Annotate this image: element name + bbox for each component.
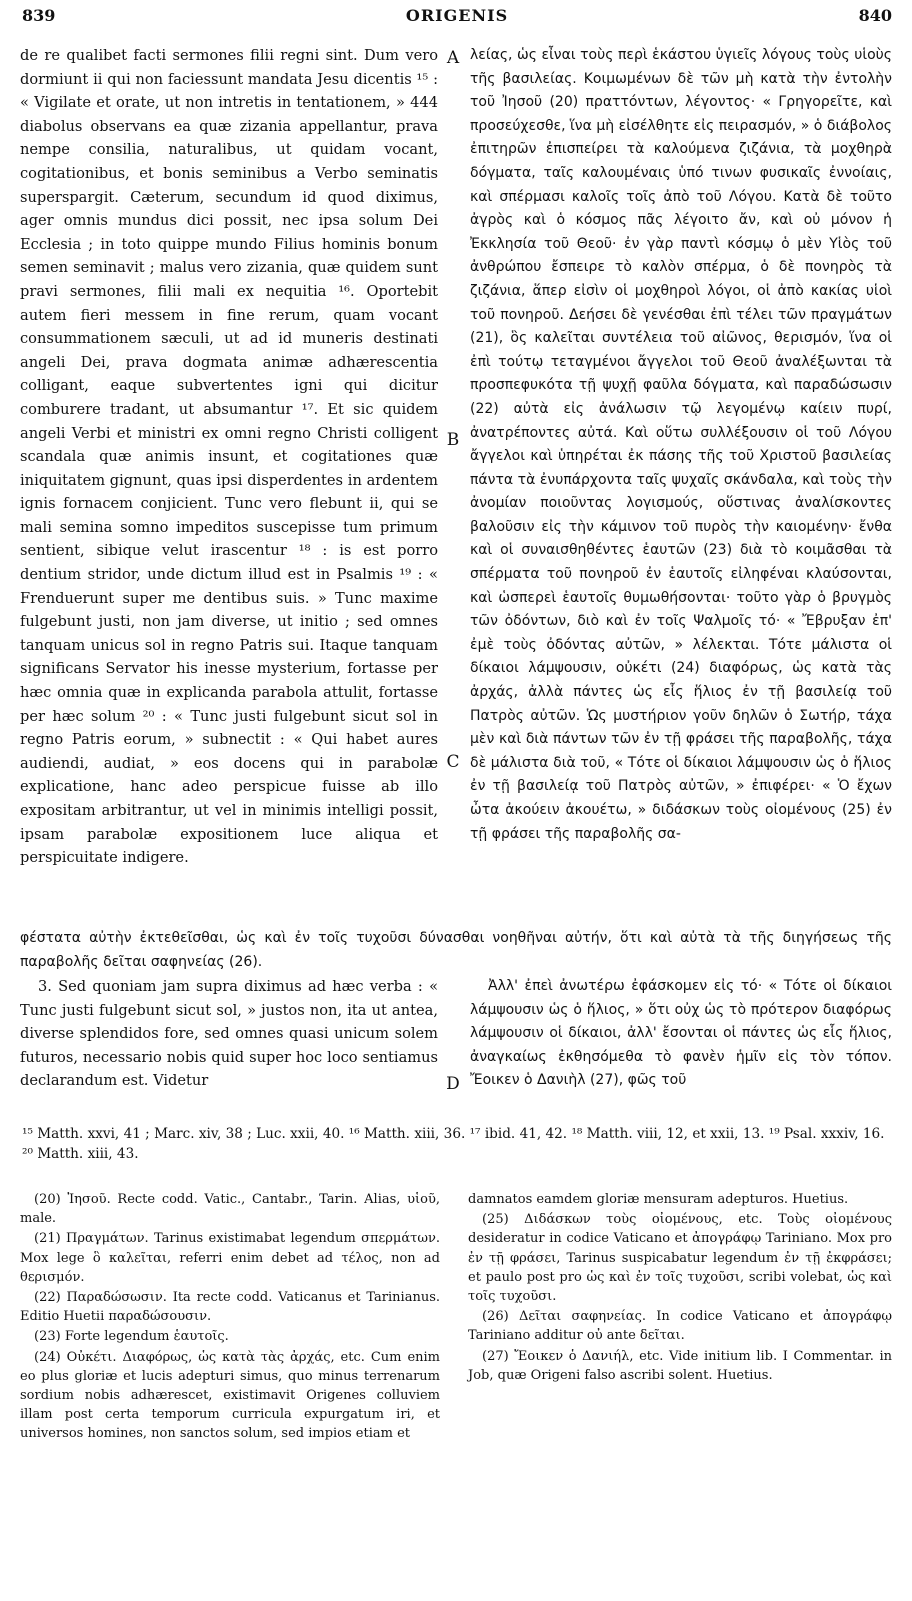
note-24-continued: damnatos eamdem gloriæ mensuram adepturos. Huetius. — [468, 1192, 849, 1207]
right-page-number: 840 — [858, 6, 892, 25]
running-header — [22, 6, 892, 32]
latin-paragraph-3: 3. Sed quoniam jam supra diximus ad hæc verba : « Tunc justi fulgebunt sicut sol, » justos non, ita ut antea, diverse splendidos fore, sed omnes quasi unicum solem futuros, necessario nobis quid super hoc loco sentiamus declarandum est. Videtur — [20, 978, 438, 1090]
latin-column-lower — [20, 975, 438, 1093]
note-24: (24) Οὐκέτι. Διαφόρως, ὡς κατὰ τὰς ἀρχάς, etc. Cum enim eo plus gloriæ et lucis adepturi simus, quo minus terrenarum sordium nobis adhærescet, existimavit Origenes colluviem illam post certa temporum curricula expurgatum iri, et universos homines, non sanctos solum, sed impios etiam et — [20, 1349, 440, 1442]
notes-left-column — [20, 1190, 440, 1445]
note-27: (27) Ἔοικεν ὁ Δανιήλ, etc. Vide initium lib. I Commentar. in Job, quæ Origeni falso ascribi solent. Huetius. — [468, 1348, 892, 1383]
left-page-number: 839 — [22, 6, 56, 25]
greek-paragraph-3: Ἀλλ' ἐπεὶ ἀνωτέρω ἐφάσκομεν εἰς τό· « Τότε οἱ δίκαιοι λάμψουσιν ὡς ὁ ἥλιος, » ὅτι οὐχ ὡς τὸ πρότερον διαφόρως λάμψουσιν οἱ δίκαιοι, ἀλλ' ἔσονται οἱ πάντες ὡς εἷς ἥλιος, ἀναγκαίως ἐκθησόμεθα τὸ φανὲν ἡμῖν εἰς τὸν τόπον. Ἔοικεν ὁ Δανιὴλ (27), φῶς τοῦ — [470, 978, 892, 1089]
note-22: (22) Παραδώσωσιν. Ita recte codd. Vaticanus et Tarinianus. Editio Huetii παραδώσουσιν. — [20, 1290, 440, 1325]
latin-paragraph-1: de re qualibet facti sermones filii regni sint. Dum vero dormiunt ii qui non faciessunt mandata Jesu dicentis ¹⁵ : « Vigilate et orate, ut non intretis in tentationem, » 444 diabolus observans ea quæ zizania appellantur, prava nempe consilia, naturalibus, ut quidam vocant, cogitationibus, et bonis seminibus a Verbo seminatis superspargit. Cæterum, secundum id quod diximus, ager omnis mundus dici possit, nec ipsa solum Dei Ecclesia ; in toto quippe mundo Filius hominis bonum semen seminavit ; malus vero zizania, quæ quidem sunt pravi sermones, filii mali ex nequitia ¹⁶. Oportebit autem fieri messem in fine rerum, quam vocant consummationem sæculi, ut ad id muneris destinati angeli Dei, prava dogmata animæ adhærescentia colligant, eaque subvertentes igni qui dicitur comburere tradant, ut absumantur ¹⁷. Et sic quidem angeli Verbi et ministri ex omni regno Christi colligent scandala quæ animis insunt, et cogitationes quæ iniquitatem gignunt, quas ipsi disperdentes in ardentem ignis fornacem conjicient. Tunc vero flebunt ii, qui se mali semina somno impeditos suscepisse tum primum sentient, sibique velut irascentur ¹⁸ : is est porro dentium stridor, unde dictum illud est in Psalmis ¹⁹ : « Frenduerunt super me dentibus suis. » Tunc maxime fulgebunt justi, non jam diverse, ut initio ; sed omnes tanquam unicus sol in regno Patris sui. Itaque tanquam significans Servator his inesse mysterium, fortasse per hæc omnia quæ in explicanda parabola attulit, fortasse per hæc solum ²⁰ : « Tunc justi fulgebunt sicut sol in regno Patris eorum, » subnectit : « Qui habet aures audiendi, audiat, » eos docens qui in parabolæ explicatione, hanc adeo perspicue fuisse ab illo expositam arbitrantur, ut vel in minimis intelligi possit, ipsam parabolæ expositionem luce aliqua et perspicuitate indigere. — [20, 47, 438, 867]
margin-mark-c: C — [446, 752, 460, 772]
greek-column — [470, 44, 892, 846]
greek-spanning-line: φέστατα αὐτὴν ἐκτεθεῖσθαι, ὡς καὶ ἐν τοῖς τυχοῦσι δύνασθαι νοηθῆναι αὐτήν, ὅτι καὶ αὐτὰ τὰ τῆς διηγήσεως τῆς παραβολῆς δεῖται σαφηνείας (26). — [20, 930, 892, 970]
latin-column — [20, 44, 438, 870]
margin-mark-d: D — [446, 1074, 460, 1094]
greek-paragraph-1: λείας, ὡς εἶναι τοὺς περὶ ἑκάστου ὑγιεῖς λόγους τοὺς υἱοὺς τῆς βασιλείας. Κοιμωμένων δὲ τῶν μὴ κατὰ τὴν ἐντολὴν τοῦ Ἰησοῦ (20) πραττόντων, λέγοντος· « Γρηγορεῖτε, καὶ προσεύχεσθε, ἵνα μὴ εἰσέλθητε εἰς πειρασμόν, » ὁ διάβολος ἐπιτηρῶν ἐπισπείρει τὰ καλούμενα ζιζάνια, τὰ μοχθηρὰ δόγματα, ταῖς καλουμέναις ὑπό τινων φυσικαῖς ἐννοίαις, καὶ σπέρμασι καλοῖς τοῖς ἀπὸ τοῦ Λόγου. Κατὰ δὲ τοῦτο ἀγρὸς καὶ ὁ κόσμος πᾶς λέγοιτο ἄν, καὶ οὐ μόνον ἡ Ἐκκλησία τοῦ Θεοῦ· ἐν γὰρ παντὶ κόσμῳ ὁ μὲν Υἱὸς τοῦ ἀνθρώπου ἔσπειρε τὸ καλὸν σπέρμα, ὁ δὲ πονηρὸς τὰ ζιζάνια, ἅπερ εἰσὶν οἱ μοχθηροὶ λόγοι, οἱ ἀπὸ κακίας υἱοὶ τοῦ πονηροῦ. Δεήσει δὲ γενέσθαι ἐπὶ τέλει τῶν πραγμάτων (21), ὃς καλεῖται συντέλεια τοῦ αἰῶνος, θερισμόν, ἵνα οἱ ἐπὶ τούτῳ τεταγμένοι ἄγγελοι τοῦ Θεοῦ ἀναλέξωνται τὰ προσπεφυκότα τῇ ψυχῇ φαῦλα δόγματα, καὶ παραδώσωσιν (22) αὐτὰ εἰς ἀνάλωσιν τῷ λεγομένῳ καίειν πυρί, ἀνατρέποντες αὐτά. Καὶ οὕτω συλλέξουσιν οἱ τοῦ Λόγου ἄγγελοι καὶ ὑπηρέται ἐκ πάσης τῆς τοῦ Χριστοῦ βασιλείας πάντα τὰ ἐνυπάρχοντα ταῖς ψυχαῖς σκάνδαλα, καὶ τοὺς τὴν ἀνομίαν ποιοῦντας λογισμούς, οὕστινας ἀναλίσκοντες βαλοῦσιν εἰς τὴν κάμινον τοῦ πυρὸς τὴν καιομένην· ἔνθα καὶ οἱ συναισθηθέντες ἑαυτῶν (23) διὰ τὸ κοιμᾶσθαι τὰ σπέρματα τοῦ πονηροῦ ἐν ἑαυτοῖς εἰληφέναι κλαύσονται, καὶ ὡσπερεὶ ἑαυτοῖς θυμωθήσονται· τοῦτο γὰρ ὁ βρυγμὸς τῶν ὀδόντων, διὸ καὶ ἐν τοῖς Ψαλμοῖς τό· « Ἔβρυξαν ἐπ' ἐμὲ τοὺς ὀδόντας αὐτῶν, » λέλεκται. Τότε μάλιστα οἱ δίκαιοι λάμψουσιν, οὐκέτι (24) διαφόρως, ὡς κατὰ τὰς ἀρχάς, ἀλλὰ πάντες ὡς εἷς ἥλιος ἐν τῇ βασιλείᾳ τοῦ Πατρὸς αὐτῶν. Ὡς μυστήριον γοῦν δηλῶν ὁ Σωτήρ, τάχα μὲν καὶ διὰ πάντων τῶν ἐν τῇ φράσει τῆς παραβολῆς, τάχα δὲ μάλιστα διὰ τοῦ, « Τότε οἱ δίκαιοι λάμψουσιν ὡς ὁ ἥλιος ἐν τῇ βασιλείᾳ τοῦ Πατρὸς αὐτῶν, » ἐπιφέρει· « Ὁ ἔχων ὦτα ἀκούειν ἀκουέτω, » διδάσκων τοὺς οἰομένους (25) ἐν τῇ φράσει τῆς παραβολῆς σα- — [470, 47, 892, 842]
note-23: (23) Forte legendum ἑαυτοῖς. — [34, 1329, 229, 1345]
scripture-footnotes: ¹⁵ Matth. xxvi, 41 ; Marc. xiv, 38 ; Luc. xxii, 40. ¹⁶ Matth. xiii, 36. ¹⁷ ibid. 41, 42. ¹⁸ Matth. viii, 12, et xxii, 13. ¹⁹ Psal. xxxiv, 16. ²⁰ Matth. xiii, 43. — [22, 1126, 885, 1162]
running-title: ORIGENIS — [405, 6, 509, 25]
note-25: (25) Διδάσκων τοὺς οἰομένους, etc. Τοὺς οἰομένους desideratur in codice Vaticano et ἀπογράφῳ Tariniano. Mox pro ἐν τῇ φράσει, Tarinus suspicabatur legendum ἐν τῇ ἐκφράσει; et paulo post pro ὡς καὶ ἐν τοῖς τυχοῦσι, scribi volebat, ὡς καὶ τοῖς τυχοῦσι. — [468, 1212, 892, 1305]
note-21: (21) Πραγμάτων. Tarinus existimabat legendum σπερμάτων. Mox lege ὃ καλεῖται, referri enim debet ad τέλος, non ad θερισμόν. — [20, 1231, 440, 1285]
margin-mark-b: B — [446, 430, 460, 450]
greek-column-lower — [470, 975, 892, 1093]
note-26: (26) Δεῖται σαφηνείας. In codice Vaticano et ἀπογράφῳ Tariniano additur οὐ ante δεῖται. — [468, 1309, 892, 1344]
note-20: (20) Ἰησοῦ. Recte codd. Vatic., Cantabr., Tarin. Alias, υἱοῦ, male. — [20, 1192, 440, 1227]
margin-mark-a: A — [446, 48, 460, 68]
notes-right-column — [468, 1190, 892, 1386]
